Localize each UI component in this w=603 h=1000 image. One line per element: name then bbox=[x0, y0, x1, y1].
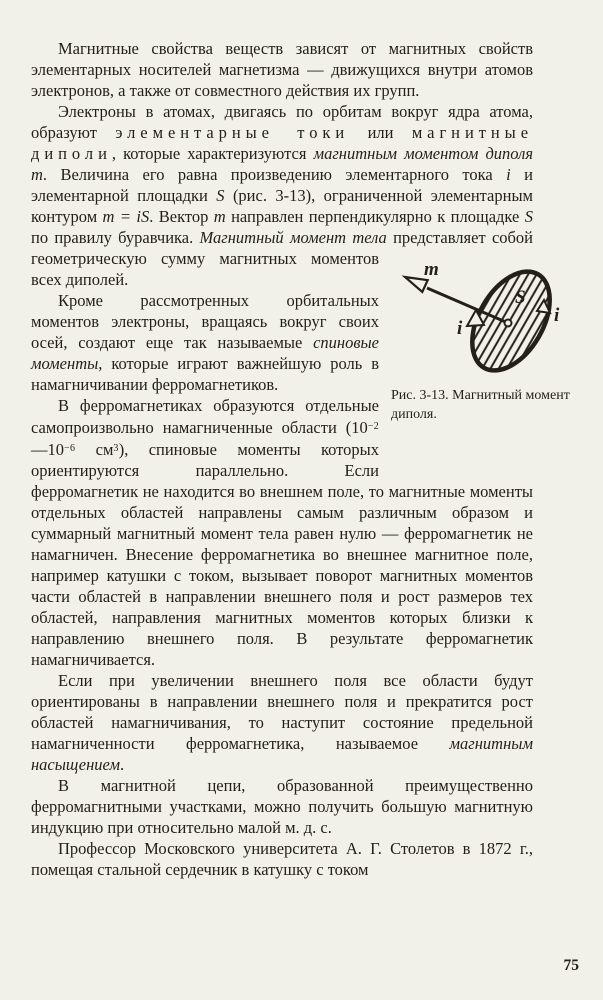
text-run: Если при увеличении внешнего поля все области будут ориентированы в направлении внешнего поля и прекратится рост областей намагничивания, то наступит состояние предельной намагниченности ферромагнетика, называемое bbox=[31, 671, 533, 753]
text-run: —10 bbox=[31, 440, 64, 459]
text-run: см bbox=[75, 440, 114, 459]
label-area-s: S bbox=[515, 287, 526, 308]
text-run-italic: Магнитный момент тела bbox=[199, 228, 387, 247]
text-run: по правилу буравчика. bbox=[31, 228, 200, 247]
figure-3-13 bbox=[391, 250, 581, 424]
text-run-superscript: −6 bbox=[64, 443, 76, 454]
text-run: или bbox=[349, 123, 412, 142]
text-run: В магнитной цепи, образованной преимущественно ферромагнитными участками, можно получить большую магнитную индукцию при относительно малой м. д. с. bbox=[31, 776, 533, 837]
text-run: . bbox=[120, 755, 125, 774]
text-run: . Величина его равна произведению элементарного тока bbox=[42, 165, 507, 184]
text-run: . Вектор bbox=[149, 207, 214, 226]
text-run: , которые играют важнейшую роль в намагничивании ферромагнетиков. bbox=[31, 354, 379, 394]
paragraph-ferromagnetic-domains bbox=[31, 395, 533, 670]
text-run: Электроны в атомах, двигаясь по орбитам вокруг ядра атома, образуют bbox=[31, 102, 533, 142]
text-run: и элементарной площадки bbox=[31, 165, 533, 205]
text-run-emphasized: магнитные диполи bbox=[31, 123, 533, 163]
label-current-left: i bbox=[457, 318, 463, 339]
paragraph-magnetic-saturation bbox=[31, 670, 533, 775]
page-text-column bbox=[31, 38, 570, 880]
text-run: Магнитные свойства веществ зависят от магнитных свойств элементарных носителей магнетизма — движущихся внутри атомов электронов, а также от совместного действия их групп. bbox=[31, 39, 533, 100]
text-run-italic: m bbox=[213, 207, 226, 226]
text-run-superscript: 3 bbox=[113, 443, 119, 454]
text-run: Профессор Московского университета А. Г. Столетов в 1872 г., помещая стальной сердечник в катушку с током bbox=[31, 839, 533, 879]
text-run: В ферромагнетиках образуются отдельные самопроизвольно намагниченные области (10 bbox=[31, 396, 379, 437]
text-run-italic: магнитным насыщением bbox=[31, 734, 533, 774]
text-run-superscript: −2 bbox=[367, 421, 379, 432]
text-run: ), спиновые моменты которых ориентируются параллельно. Если ферромагнетик не находится во внешнем поле, то магнитные моменты отдельных областей направлены самым различным образом и суммарный магнитный момент тела равен нулю — ферромагнетик не намагничен. Внесение ферромагнетика во внешнее магнитное поле, например катушки с током, вызывает поворот магнитных моментов части областей в направлении внешнего поля и рост размеров тех областей, направления магнитных моментов которых близки к направлению внешнего поля. В результате ферромагнетик намагничивается. bbox=[31, 440, 533, 669]
text-run: собой геометрическую сумму магнитных моментов всех диполей. bbox=[31, 228, 533, 289]
label-current-right: i bbox=[554, 305, 560, 326]
text-run-italic: магнитным моментом диполя m bbox=[31, 144, 533, 184]
paragraph-magnetic-properties bbox=[31, 38, 533, 101]
text-run: Кроме рассмотренных орбитальных моментов электроны, вращаясь вокруг своих осей, создают еще так называемые bbox=[31, 291, 379, 352]
text-run-italic: m = iS bbox=[102, 207, 150, 226]
text-run: (рис. 3-13), ограниченной элементарным контуром bbox=[31, 186, 533, 226]
text-run: направлен перпендикулярно к площадке bbox=[225, 207, 525, 226]
page-number: 75 bbox=[563, 957, 579, 974]
text-run-italic: S bbox=[524, 207, 533, 226]
text-run-italic: S bbox=[216, 186, 225, 205]
text-run-emphasized: элементарные токи bbox=[115, 123, 350, 142]
text-run: , которые характеризуются bbox=[111, 144, 314, 163]
loop-center-point bbox=[505, 320, 512, 327]
dipole-figure-drawing bbox=[391, 250, 581, 380]
text-run: представляет bbox=[386, 228, 492, 247]
figure-caption: Рис. 3-13. Магнитный момент диполя. bbox=[391, 388, 570, 422]
label-moment-m: m bbox=[424, 259, 439, 280]
paragraph-stoletov bbox=[31, 838, 533, 880]
paragraph-magnetic-circuit bbox=[31, 775, 533, 838]
text-run-italic: спиновые моменты bbox=[31, 333, 379, 373]
text-run-italic: i bbox=[506, 165, 511, 184]
